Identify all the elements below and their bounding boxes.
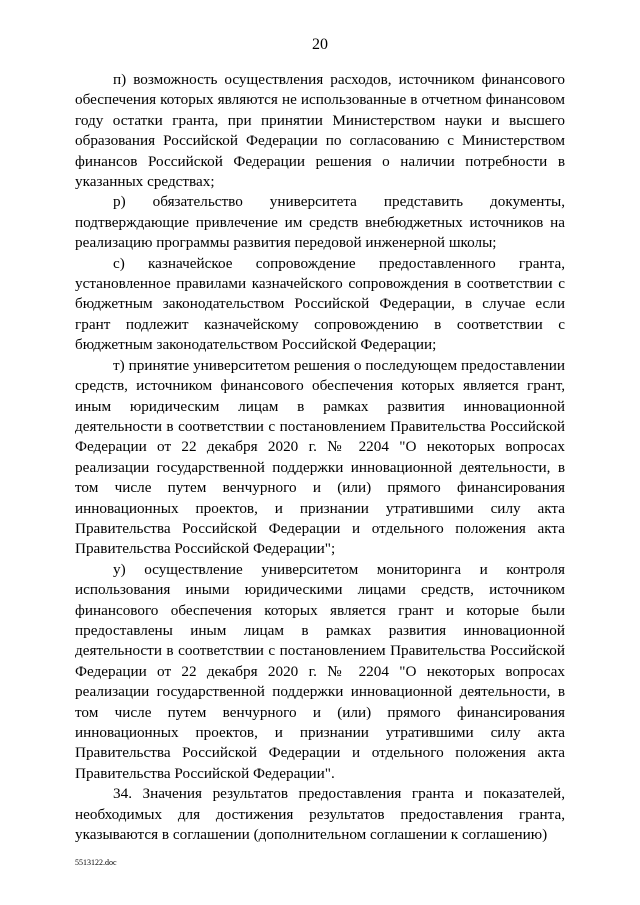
paragraph-34: 34. Значения результатов предоставления гранта и показателей, необходимых для достижения результатов предоставления гранта, указываются в соглашении (дополнительном соглашении к соглашению) bbox=[75, 785, 565, 844]
paragraph-t: т) принятие университетом решения о последующем предоставлении средств, источником финансового обеспечения которых является грант, иным юридическим лицам в рамках развития инновационной деятельности в соответствии с постановлением Правительства Российской Федерации от 22 декабря 2020 г. № 2204 "О некоторых вопросах реализации государственной поддержки инновационной деятельности, в том числе путем венчурного и (или) прямого финансирования инновационных проектов, и признании утратившими силу акта Правительства Российской Федерации и отдельного положения акта Правительства Российской Федерации"; bbox=[75, 356, 565, 558]
paragraph-u: у) осуществление университетом мониторинга и контроля использования иными юридическими лицами средств, источником финансового обеспечения которых является грант и которые были предоставлены иным лицам в рамках развития инновационной деятельности в соответствии с постановлением Правительства Российской Федерации от 22 декабря 2020 г. № 2204 "О некоторых вопросах реализации государственной поддержки инновационной деятельности, в том числе путем венчурного и (или) прямого финансирования инновационных проектов, и признании утратившими силу акта Правительства Российской Федерации и отдельного положения акта Правительства Российской Федерации". bbox=[75, 560, 565, 782]
page-number: 20 bbox=[312, 36, 328, 53]
document-filename: 5513122.doc bbox=[75, 858, 117, 867]
paragraph-p: п) возможность осуществления расходов, источником финансового обеспечения которых являются не использованные в отчетном финансовом году остатки гранта, при принятии Министерством науки и высшего образования Российской Федерации по согласованию с Министерством финансов Российской Федерации решения о наличии потребности в указанных средствах; bbox=[75, 71, 565, 191]
paragraph-r: р) обязательство университета представить документы, подтверждающие привлечение им средств внебюджетных источников на реализацию программы развития передовой инженерной школы; bbox=[75, 193, 565, 252]
paragraph-s: с) казначейское сопровождение предоставленного гранта, установленное правилами казначейского сопровождения в соответствии с бюджетным законодательством Российской Федерации, в случае если грант подлежит казначейскому сопровождению в соответствии с бюджетным законодательством Российской Федерации; bbox=[75, 254, 565, 354]
document-body bbox=[75, 70, 565, 845]
